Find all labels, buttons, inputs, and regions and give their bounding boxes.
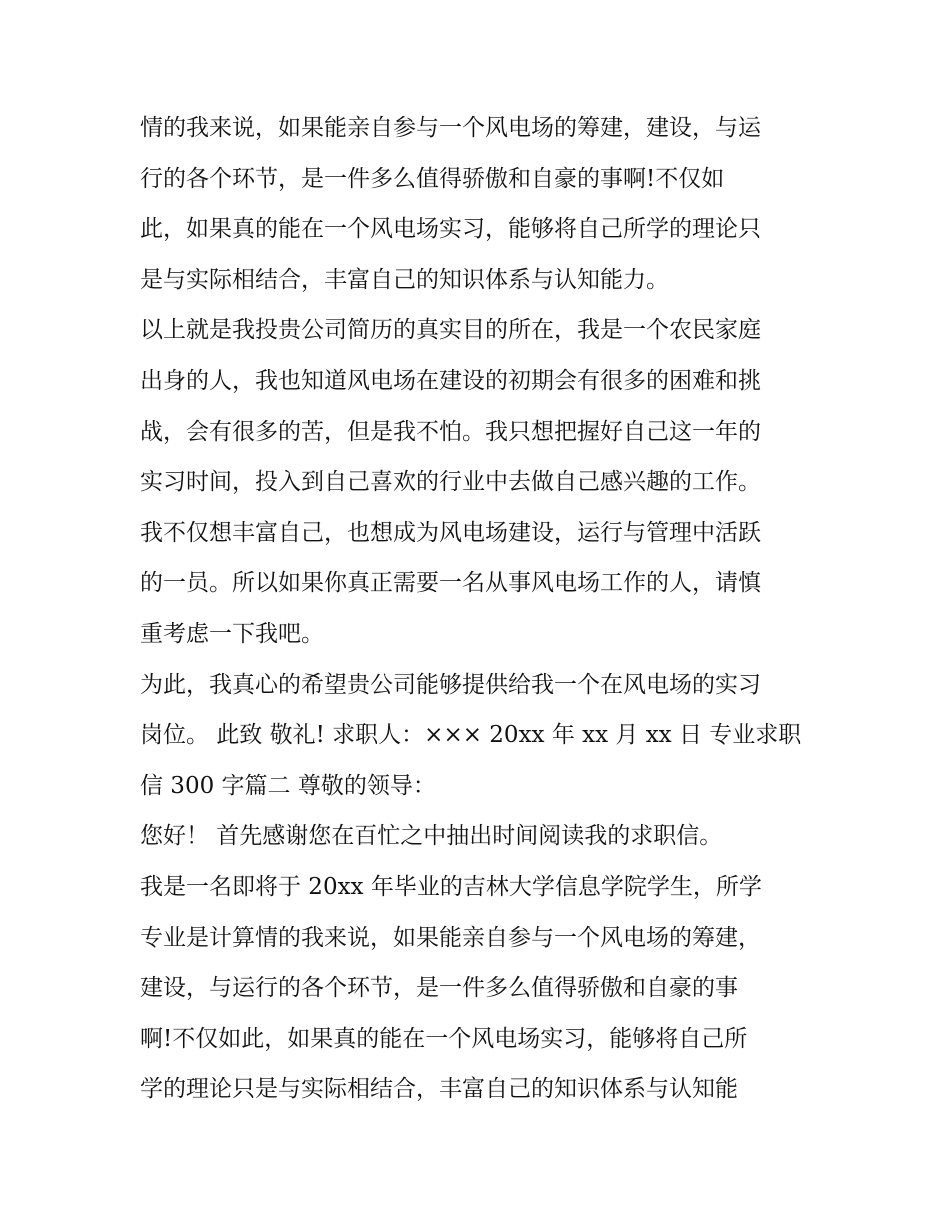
text-line: 我不仅想丰富自己，也想成为风电场建设，运行与管理中活跃 — [140, 519, 761, 546]
text-line: 情的我来说，如果能亲自参与一个风电场的筹建，建设，与运 — [140, 115, 761, 141]
text-line: 行的各个环节，是一件多么值得骄傲和自豪的事啊!不仅如 — [140, 165, 725, 192]
text-line: 重考虑一下我吧。 — [140, 620, 324, 647]
text-line: 出身的人，我也知道风电场在建设的初期会有很多的困难和挑 — [140, 367, 761, 394]
text-line: 信 300 字篇二 尊敬的领导： — [140, 772, 436, 799]
text-line: 我是一名即将于 20xx 年毕业的吉林大学信息学院学生，所学 — [140, 873, 762, 900]
text-line: 此，如果真的能在一个风电场实习，能够将自己所学的理论只 — [140, 216, 761, 243]
text-line: 战，会有很多的苦，但是我不怕。我只想把握好自己这一年的 — [140, 418, 761, 445]
text-line: 岗位。 此致 敬礼! 求职人：××× 20xx 年 xx 月 xx 日 专业求职 — [140, 722, 802, 749]
text-line: 学的理论只是与实际相结合，丰富自己的知识体系与认知能 — [140, 1076, 738, 1103]
document-body — [140, 103, 830, 1115]
text-line: 专业是计算情的我来说，如果能亲自参与一个风电场的筹建， — [140, 924, 761, 951]
text-line: 建设，与运行的各个环节，是一件多么值得骄傲和自豪的事 — [140, 975, 738, 1002]
text-line: 啊!不仅如此，如果真的能在一个风电场实习，能够将自己所 — [140, 1025, 748, 1052]
text-line: 以上就是我投贵公司简历的真实目的所在，我是一个农民家庭 — [140, 317, 761, 344]
text-line: 您好！ 首先感谢您在百忙之中抽出时间阅读我的求职信。 — [140, 823, 723, 850]
text-line: 为此，我真心的希望贵公司能够提供给我一个在风电场的实习 — [140, 671, 761, 698]
text-line: 实习时间，投入到自己喜欢的行业中去做自己感兴趣的工作。 — [140, 469, 761, 496]
text-line: 是与实际相结合，丰富自己的知识体系与认知能力。 — [140, 266, 669, 293]
text-line: 的一员。所以如果你真正需要一名从事风电场工作的人，请慎 — [140, 570, 761, 597]
